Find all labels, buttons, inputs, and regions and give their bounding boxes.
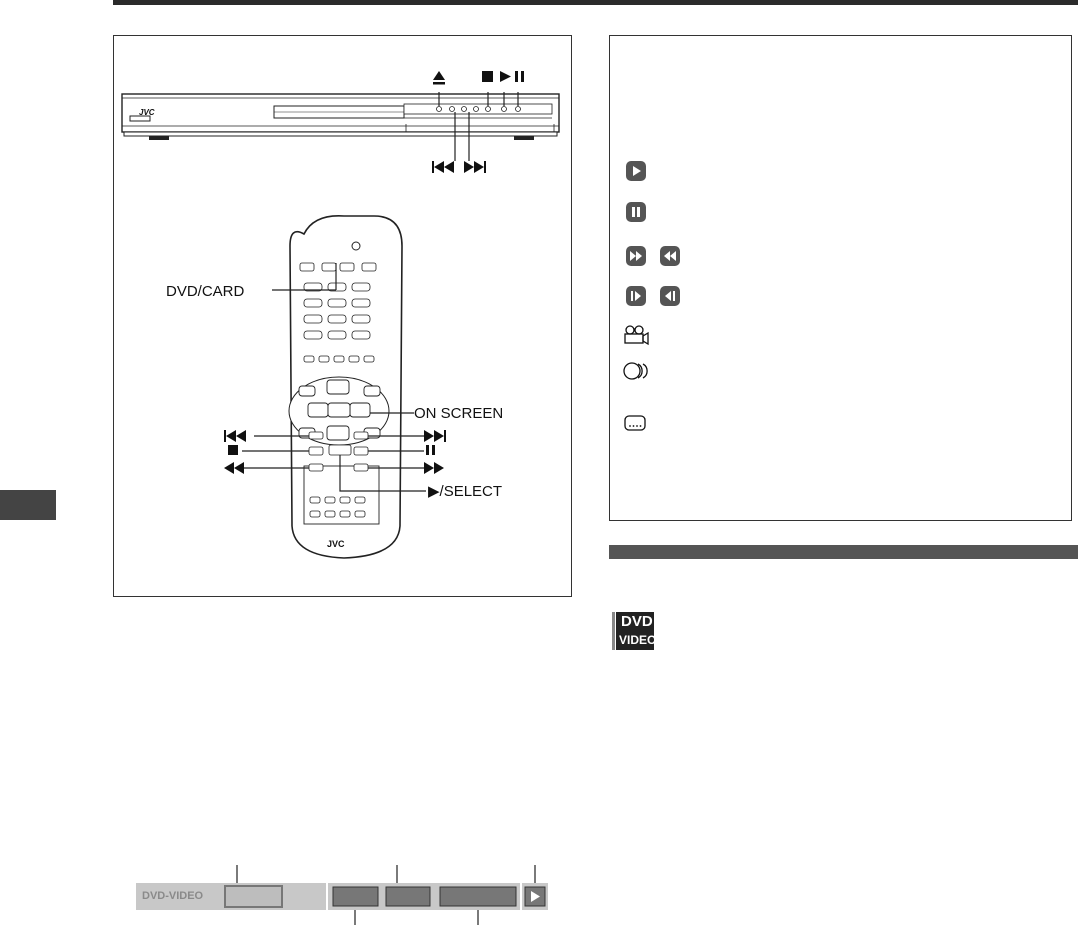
player-brand: JVC [139,108,155,117]
osd-disc-label: DVD-VIDEO [142,890,204,902]
slow-motion-icon [626,286,680,306]
dvd-player-illustration [114,36,573,186]
select-label: ▶/SELECT [428,483,503,500]
dvd-card-label: DVD/CARD [166,283,245,300]
section-header-bar [609,545,1078,559]
status-icon-panel [609,35,1072,521]
dvd-video-badge [612,612,657,650]
status-icons [610,36,1073,522]
remote-brand: JVC [327,539,345,549]
section-tab [0,490,56,520]
play-icon [626,161,646,181]
skip-icons [432,161,486,173]
badge-line1: DVD [621,613,653,630]
on-screen-label: ON SCREEN [414,405,504,422]
audio-icon [624,363,647,379]
fast-forward-reverse-icon [626,246,680,266]
stop-play-pause-icons [482,71,524,82]
badge-line2: VIDEO [619,633,657,647]
pause-icon [626,202,646,222]
controls-illustration-panel [113,35,572,597]
top-rule [113,0,1078,5]
angle-icon [625,326,648,344]
remote-illustration [114,206,573,576]
eject-icon [433,71,445,85]
subtitle-icon [625,416,645,430]
